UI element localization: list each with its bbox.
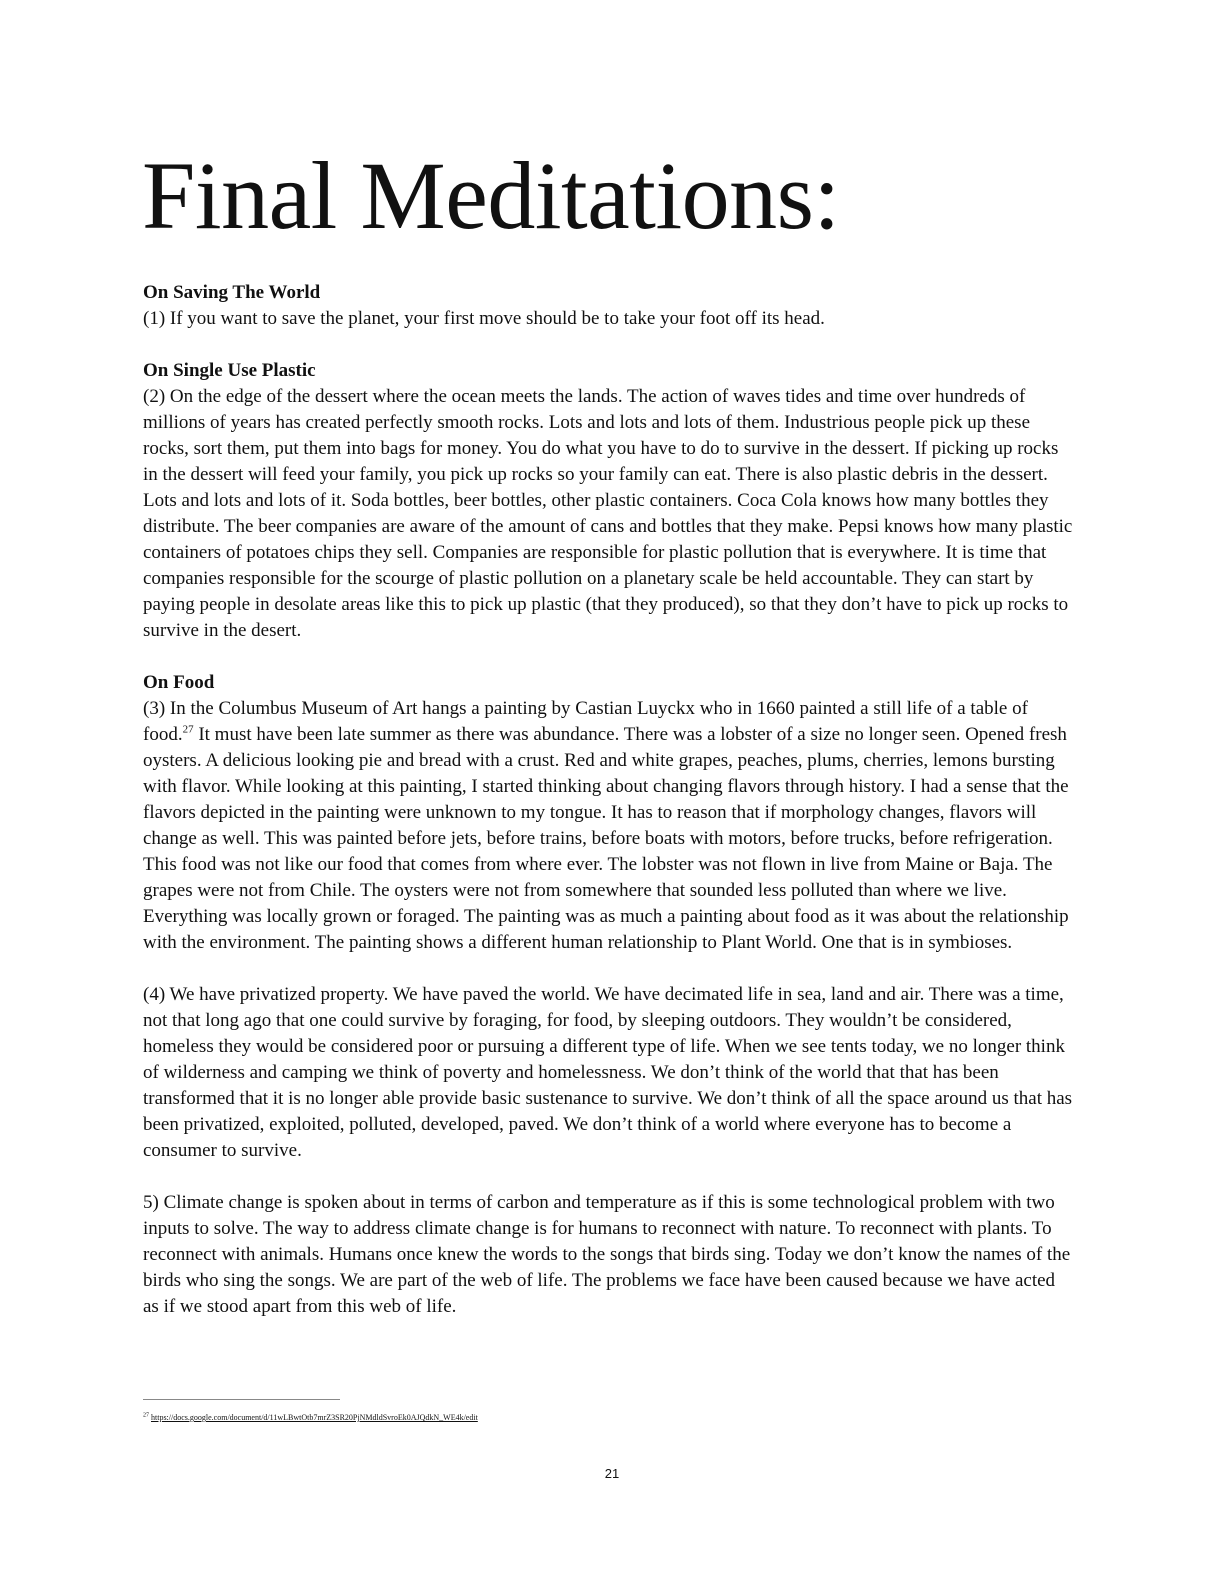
- page-number: 21: [604, 1466, 620, 1481]
- section-heading-single-use-plastic: On Single Use Plastic: [143, 360, 316, 381]
- footnote-reference[interactable]: 27: [182, 723, 194, 736]
- paragraph-3-text-end: It must have been late summer as there was abundance. There was a lobster of a size no longer seen. Opened fresh oysters. A delicious looking pie and bread with a crust. Red and white grapes, peaches, plums, cherries, lemons bursting with flavor. While looking at this painting, I started thinking about changing flavors through history. I had a sense that the flavors depicted in the painting were unknown to my tongue. It has to reason that if morphology changes, flavors will change as well. This was painted before jets, before trains, before boats with motors, before trucks, before refrigeration. This food was not like our food that comes from where ever. The lobster was not flown in live from Maine or Baja. The grapes were not from Chile. The oysters were not from somewhere that sounded less polluted than where we live. Everything was locally grown or foraged. The painting was as much a painting about food as it was about the relationship with the environment. The painting shows a different human relationship to Plant World. One that is in symbioses.: [143, 724, 1069, 953]
- paragraph-2: (2) On the edge of the dessert where the ocean meets the lands. The action of waves tides and time over hundreds of millions of years has created perfectly smooth rocks. Lots and lots and lots of them. Industrious people pick up these rocks, sort them, put them into bags for money. You do what you have to do to survive in the dessert. If picking up rocks in the dessert will feed your family, you pick up rocks so your family can eat. There is also plastic debris in the dessert. Lots and lots and lots of it. Soda bottles, beer bottles, other plastic containers. Coca Cola knows how many bottles they distribute. The beer companies are aware of the amount of cans and bottles that they make. Pepsi knows how many plastic containers of potatoes chips they sell. Companies are responsible for plastic pollution that is everywhere. It is time that companies responsible for the scourge of plastic pollution on a planetary scale be held accountable. They can start by paying people in desolate areas like this to pick up plastic (that they produced), so that they don’t have to pick up rocks to survive in the desert.: [143, 386, 1073, 641]
- paragraph-3: [143, 696, 1075, 956]
- document-body: [143, 280, 1075, 1346]
- section-heading-saving-the-world: On Saving The World: [143, 282, 321, 303]
- footnote: [143, 1413, 478, 1423]
- footnote-divider: [143, 1399, 340, 1400]
- footnote-number: 27: [143, 1412, 149, 1419]
- section-heading-food: On Food: [143, 672, 215, 693]
- footnote-link[interactable]: https://docs.google.com/document/d/11wLBwtOtb7mrZ3SR20PjNMdldSvroEk0AJQdkN_WE4k/edit: [151, 1413, 478, 1422]
- paragraph-5: 5) Climate change is spoken about in terms of carbon and temperature as if this is some technological problem with two inputs to solve. The way to address climate change is for humans to reconnect with nature. To reconnect with plants. To reconnect with animals. Humans once knew the words to the songs that birds sing. Today we don’t know the names of the birds who sing the songs. We are part of the web of life. The problems we face have been caused because we have acted as if we stood apart from this web of life.: [143, 1192, 1071, 1317]
- paragraph-4: (4) We have privatized property. We have paved the world. We have decimated life in sea, land and air. There was a time, not that long ago that one could survive by foraging, for food, by sleeping outdoors. They wouldn’t be considered, homeless they would be considered poor or pursuing a different type of life. When we see tents today, we no longer think of wilderness and camping we think of poverty and homelessness. We don’t think of the world that that has been transformed that it is no longer able provide basic sustenance to survive. We don’t think of all the space around us that has been privatized, exploited, polluted, developed, paved. We don’t think of a world where everyone has to become a consumer to survive.: [143, 984, 1073, 1161]
- paragraph-3-text-start: (3) In the Columbus Museum of Art hangs a painting by Castian Luyckx who in 1660 painted a still life of a table of food.: [143, 698, 1028, 745]
- page-title: Final Meditations:: [142, 142, 840, 249]
- paragraph-1: (1) If you want to save the planet, your first move should be to take your foot off its head.: [143, 308, 825, 329]
